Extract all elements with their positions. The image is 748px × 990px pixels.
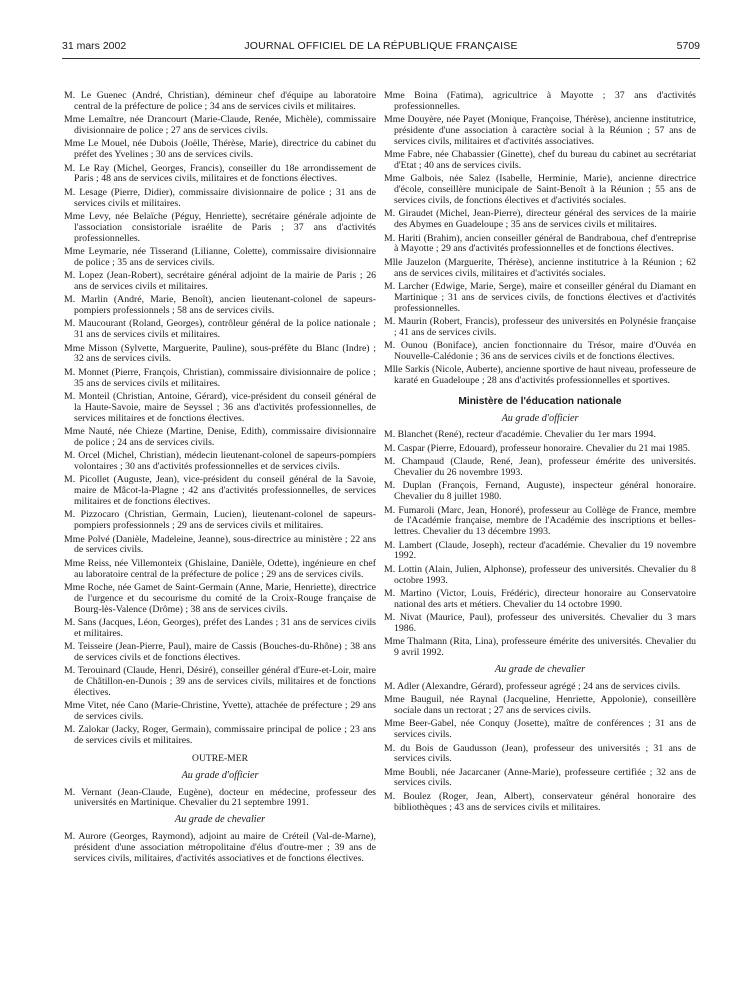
entry: M. Picollet (Auguste, Jean), vice-président du conseil général de la Savoie, maire de Mâcot-la-Plagne ; 42 ans d'activités professionnelles, de services militaires et de fonctions électives. xyxy=(64,474,376,507)
entry: M. Le Guenec (André, Christian), démineur chef d'équipe au laboratoire central de la préfecture de police ; 34 ans de services civils et militaires. xyxy=(64,90,376,112)
entry: M. Martino (Victor, Louis, Frédéric), directeur honoraire au Conservatoire national des arts et métiers. Chevalier du 14 octobre 1990. xyxy=(384,587,696,610)
entry: Mme Le Mouel, née Dubois (Joëlle, Thérèse, Marie), directrice du cabinet du préfet des Yvelines ; 30 ans de services civils. xyxy=(64,138,376,161)
entry: M. Caspar (Pierre, Edouard), professeur honoraire. Chevalier du 21 mai 1985. xyxy=(384,442,691,454)
entry: Mme Misson (Sylvette, Marguerite, Pauline), sous-préfète du Blanc (Indre) ; 32 ans de services civils. xyxy=(64,342,376,365)
entry: Mme Polvé (Danièle, Madeleine, Jeanne), sous-directrice au ministère ; 22 ans de services civils. xyxy=(64,533,376,556)
entry: Mme Fabre, née Chabassier (Ginette), chef du bureau du cabinet au secrétariat d'Etat ; 40 ans de services civils. xyxy=(384,149,696,171)
entry: M. Maucourant (Roland, Georges), contrôleur général de la police nationale ; 31 ans de services civils et militaires. xyxy=(64,318,376,341)
header-journal-title: JOURNAL OFFICIEL DE LA RÉPUBLIQUE FRANÇAISE xyxy=(244,40,518,52)
entry: M. Lesage (Pierre, Didier), commissaire divisionnaire de police ; 31 ans de services civils et militaires. xyxy=(64,186,376,209)
entry: Mme Douyère, née Payet (Monique, Françoise, Thérèse), ancienne institutrice, présidente d'une association à caractère social à la Réunion ; 57 ans de services civils, militaires et d'activités associatives. xyxy=(384,114,696,147)
entry: M. Hariti (Brahim), ancien conseiller général de Bandraboua, chef d'entreprise à Mayotte ; 29 ans d'activités professionnelles et de fonctions électives. xyxy=(384,232,696,255)
entry: Mme Vitet, née Cano (Marie-Christine, Yvette), attachée de préfecture ; 29 ans de services civils. xyxy=(64,700,376,723)
right-entries xyxy=(384,91,696,387)
entry: Mlle Sarkis (Nicole, Auberte), ancienne sportive de haut niveau, professeure de karaté en Guadeloupe ; 28 ans d'activités professionnelles et sportives. xyxy=(384,364,696,387)
grade-officier-heading: Au grade d'officier xyxy=(181,769,259,781)
entry: M. Boulez (Roger, Jean, Albert), conservateur général honoraire des bibliothèques ; 43 ans de services civils et militaires. xyxy=(384,790,696,813)
ministry-heading: Ministère de l'éducation nationale xyxy=(458,395,622,407)
entry: M. Lambert (Claude, Joseph), recteur d'académie. Chevalier du 19 novembre 1992. xyxy=(384,539,696,562)
page-header xyxy=(62,40,700,58)
entry: Mme Boubli, née Jacarcaner (Anne-Marie), professeure certifiée ; 32 ans de services civils. xyxy=(384,766,696,789)
entry: M. Marlin (André, Marie, Benoît), ancien lieutenant-colonel de sapeurs-pompiers professionnels ; 58 ans de services civils. xyxy=(64,294,376,317)
entry: M. Ounou (Boniface), ancien fonctionnaire du Trésor, maire d'Ouvéa en Nouvelle-Calédonie ; 36 ans de services civils et de fonctions électives. xyxy=(384,340,696,362)
grade-chevalier-heading: Au grade de chevalier xyxy=(174,814,266,826)
entry: M. Orcel (Michel, Christian), médecin lieutenant-colonel de sapeurs-pompiers volontaires ; 30 ans d'activités professionnelles et de services civils. xyxy=(64,450,376,473)
grade-officier-heading: Au grade d'officier xyxy=(501,412,579,424)
section-outremer: OUTRE-MER xyxy=(192,753,248,765)
left-entries xyxy=(64,91,376,747)
entry: Mme Reiss, née Villemonteix (Ghislaine, Danièle, Odette), ingénieure en chef au laboratoire central de la préfecture de police ; 29 ans de services civils. xyxy=(64,557,376,580)
right-chevalier-entries xyxy=(384,682,696,814)
entry: M. Lottin (Alain, Julien, Alphonse), professeur des universités. Chevalier du 8 octobre 1993. xyxy=(384,563,696,586)
entry: Mme Lemaître, née Drancourt (Marie-Claude, Renée, Michèle), commissaire divisionnaire de police ; 27 ans de services civils. xyxy=(64,114,376,136)
header-page-number: 5709 xyxy=(676,40,700,52)
entry: Mme Nauté, née Chieze (Martine, Denise, Edith), commissaire divisionnaire de police ; 24 ans de services civils. xyxy=(64,426,376,448)
entry: M. Larcher (Edwige, Marie, Serge), maire et conseiller général du Diamant en Martinique ; 31 ans de services civils, de fonctions électives et d'activités professionnelles. xyxy=(384,280,696,314)
entry: M. du Bois de Gaudusson (Jean), professeur des universités ; 31 ans de services civils. xyxy=(384,742,696,765)
left-column xyxy=(64,91,376,867)
entry: M. Adler (Alexandre, Gérard), professeur agrégé ; 24 ans de services civils. xyxy=(384,680,681,692)
entry: M. Teisseire (Jean-Pierre, Paul), maire de Cassis (Bouches-du-Rhône) ; 38 ans de services civils et de fonctions électives. xyxy=(64,641,376,663)
left-officier-entries xyxy=(64,788,376,810)
entry: Mme Galbois, née Salez (Isabelle, Herminie, Marie), ancienne directrice d'école, conseillère municipale de Saint-Benoît à la Réunion ; 55 ans de services civils, de fonctions électives et d'activités sociales. xyxy=(384,173,696,206)
entry: M. Nivat (Maurice, Paul), professeur des universités. Chevalier du 3 mars 1986. xyxy=(384,612,696,634)
entry: M. Monteil (Christian, Antoine, Gérard), vice-président du conseil général de la Haute-Savoie, maire de Seyssel ; 36 ans d'activités professionnelles, de services militaires et de fonctions électives. xyxy=(64,391,376,424)
right-officier-entries xyxy=(384,430,696,658)
entry: M. Giraudet (Michel, Jean-Pierre), directeur général des services de la mairie des Abymes en Guadeloupe ; 35 ans de services civils et militaires. xyxy=(384,208,696,231)
entry: Mlle Jauzelon (Marguerite, Thérèse), ancienne institutrice à la Réunion ; 62 ans de services civils, militaires et d'activités sociales. xyxy=(384,256,696,279)
header-rule xyxy=(62,58,700,59)
entry: M. Vernant (Jean-Claude, Eugène), docteur en médecine, professeur des universités en Martinique. Chevalier du 21 septembre 1991. xyxy=(64,786,376,809)
entry: M. Zalokar (Jacky, Roger, Germain), commissaire principal de police ; 23 ans de services civils et militaires. xyxy=(64,724,376,747)
entry: M. Pizzocaro (Christian, Germain, Lucien), lieutenant-colonel de sapeurs-pompiers professionnels ; 29 ans de services civils et militaires. xyxy=(64,509,376,532)
entry: M. Maurin (Robert, Francis), professeur des universités en Polynésie française ; 41 ans de services civils. xyxy=(384,315,696,338)
entry: Mme Thalmann (Rita, Lina), professeure émérite des universités. Chevalier du 9 avril 1992. xyxy=(384,636,696,659)
entry: Mme Boina (Fatima), agricultrice à Mayotte ; 37 ans d'activités professionnelles. xyxy=(384,90,696,112)
entry: M. Blanchet (René), recteur d'académie. Chevalier du 1er mars 1994. xyxy=(384,429,656,441)
entry: M. Sans (Jacques, Léon, Georges), préfet des Landes ; 31 ans de services civils et militaires. xyxy=(64,616,376,639)
left-chevalier-entries xyxy=(64,832,376,864)
entry: M. Le Ray (Michel, Georges, Francis), conseiller du 18e arrondissement de Paris ; 48 ans de services civils, militaires et de fonctions électives. xyxy=(64,162,376,185)
right-column xyxy=(384,91,696,816)
entry: M. Monnet (Pierre, François, Christian), commissaire divisionnaire de police ; 35 ans de services civils et militaires. xyxy=(64,366,376,389)
entry: M. Fumaroli (Marc, Jean, Honoré), professeur au Collège de France, membre de l'Académie française, membre de l'Académie des inscriptions et belles-lettres. Chevalier du 13 décembre 1993. xyxy=(384,504,696,538)
entry: M. Aurore (Georges, Raymond), adjoint au maire de Créteil (Val-de-Marne), président d'une association métropolitaine d'élus d'outre-mer ; 39 ans de services civils, militaires, d'activités associatives et de fonctions électives. xyxy=(64,831,376,864)
entry: Mme Leymarie, née Tisserand (Lilianne, Colette), commissaire divisionnaire de police ; 35 ans de services civils. xyxy=(64,245,376,268)
entry: Mme Levy, née Belaïche (Péguy, Henriette), secrétaire générale adjointe de l'association consistoriale israélite de Paris ; 37 ans d'activités professionnelles. xyxy=(64,210,376,244)
entry: M. Terouinard (Claude, Henri, Désiré), conseiller général d'Eure-et-Loir, maire de Châtillon-en-Dunois ; 39 ans de services civils, militaires et de fonctions électives. xyxy=(64,665,376,698)
entry: Mme Roche, née Gamet de Saint-Germain (Anne, Marie, Henriette), directrice de l'urgence et du secourisme du comité de la Croix-Rouge française de Bourg-lès-Valence (Drôme) ; 38 ans de services civils. xyxy=(64,581,376,615)
entry: M. Champaud (Claude, René, Jean), professeur émérite des universités. Chevalier du 26 novembre 1993. xyxy=(384,456,696,479)
entry: M. Lopez (Jean-Robert), secrétaire général adjoint de la mairie de Paris ; 26 ans de services civils et militaires. xyxy=(64,270,376,292)
entry: Mme Beer-Gabel, née Conquy (Josette), maître de conférences ; 31 ans de services civils. xyxy=(384,718,696,741)
header-date: 31 mars 2002 xyxy=(62,40,127,52)
entry: M. Duplan (François, Fernand, Auguste), inspecteur général honoraire. Chevalier du 8 juillet 1980. xyxy=(384,480,696,503)
entry: Mme Bauguil, née Raynal (Jacqueline, Henriette, Appolonie), conseillère sociale dans un rectorat ; 27 ans de services civils. xyxy=(384,694,696,716)
grade-chevalier-heading: Au grade de chevalier xyxy=(494,663,586,675)
